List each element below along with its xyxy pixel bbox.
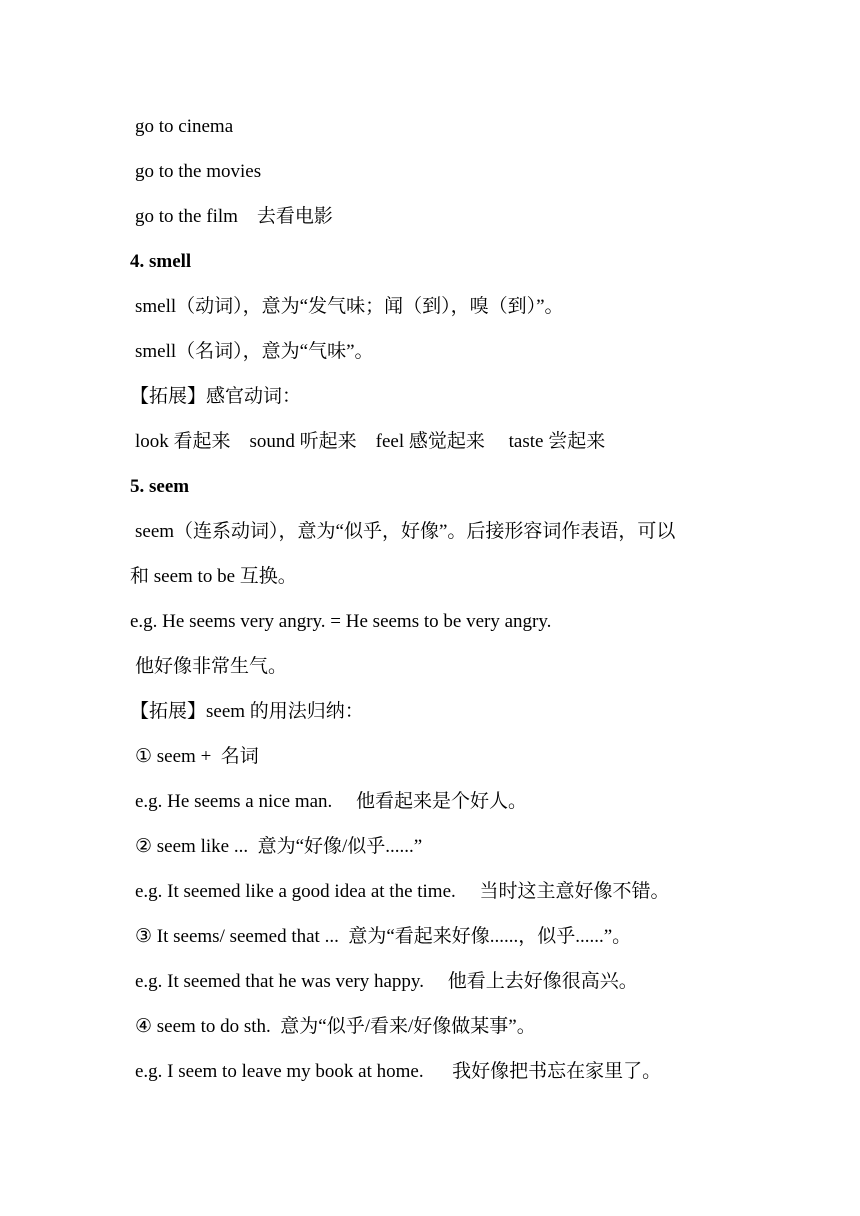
usage-3-title: ③ It seems/ seemed that ... 意为“看起来好像......，似乎......”。 <box>135 926 632 947</box>
smell-noun-definition: smell（名词），意为“气味”。 <box>135 341 374 362</box>
usage-3-example: e.g. It seemed that he was very happy. 他看上去好像很高兴。 <box>135 971 638 992</box>
phrase-go-to-the-movies: go to the movies <box>135 161 262 182</box>
phrase-go-to-the-film: go to the film 去看电影 <box>135 206 333 227</box>
usage-2-title: ② seem like ... 意为“好像/似乎......” <box>135 836 423 857</box>
smell-verb-definition: smell（动词），意为“发气味；闻（到），嗅（到）”。 <box>135 296 564 317</box>
seem-example-sentence: e.g. He seems very angry. = He seems to be very angry. <box>130 611 552 632</box>
seem-definition: seem（连系动词），意为“似乎，好像”。后接形容词作表语，可以 <box>135 521 676 542</box>
sense-verbs-list: look 看起来 sound 听起来 feel 感觉起来 taste 尝起来 <box>135 431 606 452</box>
section-heading-smell: 4. smell <box>130 251 192 272</box>
extension-seem-usage-heading: 【拓展】seem 的用法归纳： <box>130 701 364 722</box>
section-heading-seem: 5. seem <box>130 476 190 497</box>
usage-4-title: ④ seem to do sth. 意为“似乎/看来/好像做某事”。 <box>135 1016 536 1037</box>
seem-example-translation: 他好像非常生气。 <box>135 656 288 677</box>
seem-definition-continued: 和 seem to be 互换。 <box>130 566 297 587</box>
phrase-go-to-cinema: go to cinema <box>135 116 234 137</box>
usage-4-example: e.g. I seem to leave my book at home. 我好像把书忘在家里了。 <box>135 1061 662 1082</box>
usage-1-title: ① seem + 名词 <box>135 746 259 767</box>
usage-1-example: e.g. He seems a nice man. 他看起来是个好人。 <box>135 791 528 812</box>
usage-2-example: e.g. It seemed like a good idea at the time. 当时这主意好像不错。 <box>135 881 670 902</box>
extension-sense-verbs-heading: 【拓展】感官动词： <box>130 386 302 407</box>
